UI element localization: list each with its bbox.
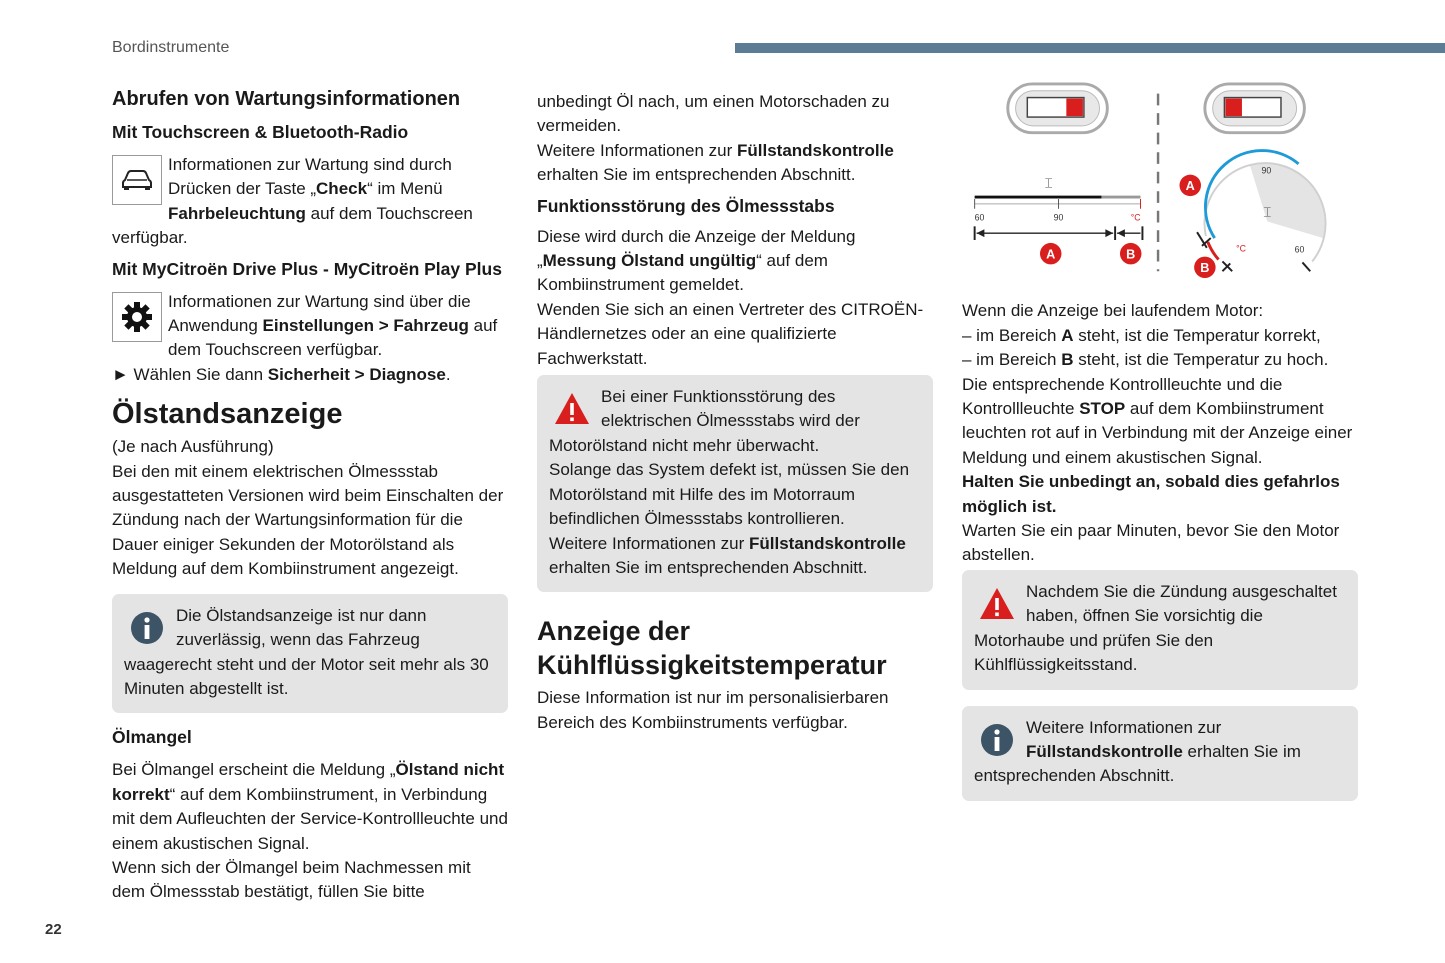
label-b-round: B: [1200, 261, 1210, 276]
svg-text:⌶: ⌶: [1044, 175, 1053, 191]
svg-text:⌶: ⌶: [1263, 204, 1272, 220]
temp-range-b: – im Bereich B steht, ist die Temperatur zu hoch.: [962, 350, 1329, 370]
round-tick-60: 60: [1294, 244, 1305, 255]
temp-intro-text: Wenn die Anzeige bei laufendem Motor:: [962, 301, 1264, 321]
heading-olmangel: Ölmangel: [112, 727, 192, 748]
warning-icon: [553, 390, 591, 428]
warning-note-stoerung: [537, 375, 933, 592]
column-right: [962, 80, 1358, 801]
label-b-linear: B: [1126, 247, 1136, 262]
warten-text: Warten Sie ein paar Minuten, bevor Sie den Motor abstellen.: [962, 521, 1340, 565]
info-note-fuellstand: [962, 706, 1358, 801]
continuation-text: unbedingt Öl nach, um einen Motorschaden zu vermeiden.: [537, 92, 890, 136]
linear-tick-90: 90: [1053, 212, 1064, 223]
app-text: Informationen zur Wartung sind über die Anwendung Einstellungen > Fahrzeug auf dem Touchscreen verfügbar.: [168, 291, 498, 360]
car-icon: [112, 155, 162, 205]
linear-gauge: [975, 175, 1143, 264]
linear-tick-60: 60: [974, 212, 985, 223]
warning-note-motorhaube: [962, 570, 1358, 690]
round-tick-90: 90: [1261, 165, 1272, 176]
more-info-text: Weitere Informationen zur Füllstandskontrolle erhalten Sie im entsprechenden Abschnitt.: [537, 140, 894, 185]
touch-text: Informationen zur Wartung sind durch Drücken der Taste „Check“ im Menü Fahrbeleuchtung auf dem Touchscreen verfügbar.: [112, 155, 473, 248]
label-a-linear: A: [1046, 247, 1056, 262]
heading-funktionsstoerung: Funktionsstörung des Ölmessstabs: [537, 195, 835, 216]
linear-unit: °C: [1130, 212, 1141, 223]
stop-text: Die entsprechende Kontrollleuchte und die Kontrollleuchte STOP auf dem Kombiinstrument leuchten rot auf in Verbindung mit der Anzeige einer Meldung und einem akustischen Signal.: [962, 374, 1353, 467]
heading-wartung: Abrufen von Wartungsinformationen: [112, 88, 461, 110]
heading-kuehlfluessigkeit: Anzeige der Kühlflüssigkeitstemperatur: [537, 616, 887, 681]
column-middle: [537, 90, 933, 735]
info-note-olstand: [112, 594, 508, 714]
coolant-temperature-illustration: [962, 80, 1358, 280]
olstand-text: (Je nach Ausführung) Bei den mit einem elektrischen Ölmessstab ausgestatteten Versionen wird beim Einschalten der Zündung nach der Wartungsinformation für die Dauer einiger Sekunden der Motorölstand als Meldung auf dem Kombiinstrument angezeigt.: [112, 437, 504, 579]
header-bar: [735, 43, 1445, 53]
halten-text: Halten Sie unbedingt an, sobald dies gefahrlos möglich ist.: [962, 472, 1340, 516]
touch-paragraph: [112, 153, 508, 251]
round-unit: °C: [1236, 243, 1246, 254]
warning-motorhaube-text: Nachdem Sie die Zündung ausgeschaltet haben, öffnen Sie vorsichtig die Motorhaube und prüfen Sie den Kühlflüssigkeitsstand.: [974, 581, 1337, 675]
warning-note-text: Bei einer Funktionsstörung des elektrischen Ölmessstabs wird der Motorölstand nicht mehr überwacht. Solange das System defekt ist, müssen Sie den Motorölstand mit Hilfe des im Motorraum befindlichen Ölmessstabs kontrollieren. Weitere Informationen zur Füllstandskontrolle erhalten Sie im entsprechenden Abschnitt.: [549, 387, 910, 577]
warning-icon: [978, 585, 1016, 623]
step-text: ► Wählen Sie dann Sicherheit > Diagnose.: [112, 364, 451, 384]
round-display-pill: [1205, 84, 1305, 133]
heading-mycitroen: Mit MyCitroën Drive Plus - MyCitroën Play Plus: [112, 258, 502, 279]
kuehl-text: Diese Information ist nur im personalisierbaren Bereich des Kombiinstruments verfügbar.: [537, 688, 889, 732]
linear-display-pill: [1008, 84, 1108, 133]
heading-touchscreen: Mit Touchscreen & Bluetooth-Radio: [112, 122, 409, 142]
header-title: Bordinstrumente: [112, 39, 230, 56]
page-number: 22: [45, 921, 62, 938]
gear-icon: [112, 292, 162, 342]
info-icon: [978, 721, 1016, 759]
column-left: [112, 86, 508, 905]
info-icon: [128, 609, 166, 647]
info-fuellstand-text: Weitere Informationen zur Füllstandskontrolle erhalten Sie im entsprechenden Abschnitt.: [974, 717, 1301, 786]
app-paragraph: [112, 290, 508, 363]
label-a-round: A: [1185, 179, 1195, 194]
info-note-text: Die Ölstandsanzeige ist nur dann zuverlässig, wenn das Fahrzeug waagerecht steht und der Motor seit mehr als 30 Minuten abgestellt ist.: [124, 605, 489, 698]
temp-range-a: – im Bereich A steht, ist die Temperatur korrekt,: [962, 325, 1321, 345]
stoerung-text: Diese wird durch die Anzeige der Meldung „Messung Ölstand ungültig“ auf dem Kombiinstrument gemeldet. Wenden Sie sich an einen Vertreter des CITROËN-Händlernetzes oder an eine qualifizierte Fachwerkstatt.: [537, 226, 924, 368]
olmangel-text: Bei Ölmangel erscheint die Meldung „Ölstand nicht korrekt“ auf dem Kombiinstrument, in Verbindung mit dem Aufleuchten der Service-Kontrollleuchte und einem akustischen Signal. Wenn sich der Ölmangel beim Nachmessen mit dem Ölmessstab bestätigt, füllen Sie bitte: [112, 760, 508, 902]
heading-olstandsanzeige: Ölstandsanzeige: [112, 398, 343, 431]
round-gauge: [1180, 151, 1326, 278]
